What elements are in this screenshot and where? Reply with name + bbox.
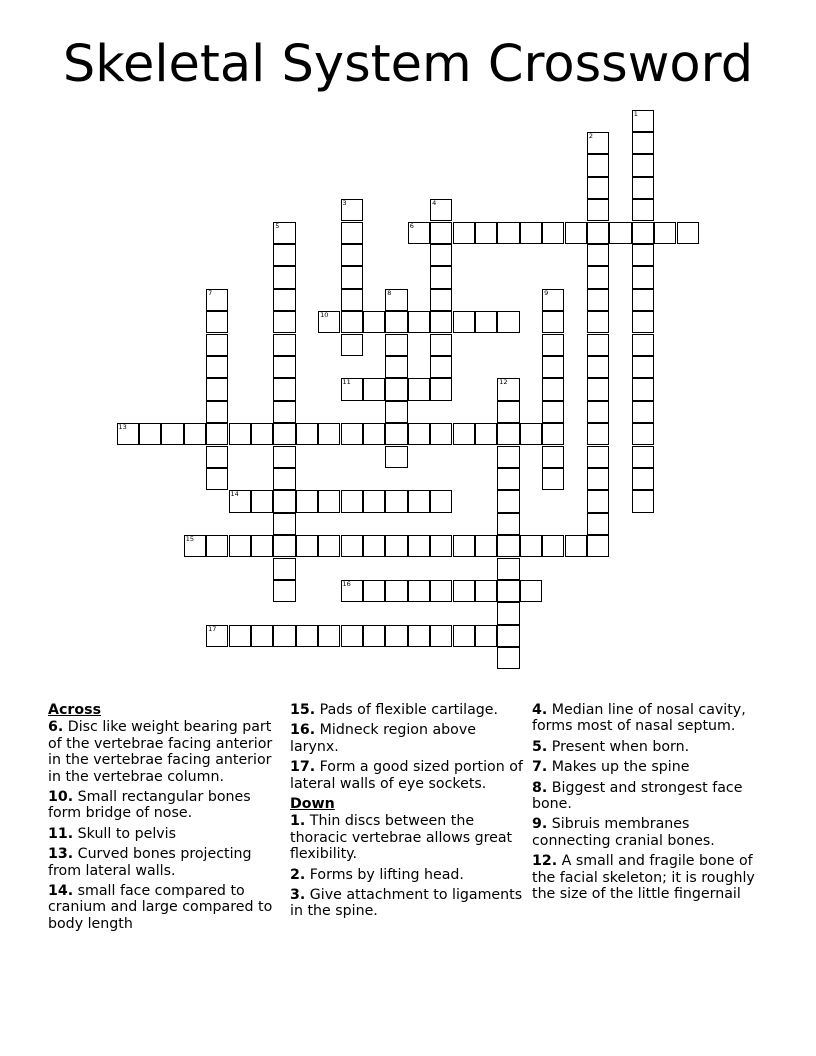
grid-cell[interactable] [273,446,295,468]
grid-cell[interactable] [587,378,609,400]
grid-cell[interactable] [430,334,452,356]
grid-cell[interactable] [251,625,273,647]
grid-cell[interactable] [542,468,564,490]
grid-cell[interactable] [497,401,519,423]
grid-cell[interactable] [475,580,497,602]
grid-cell[interactable] [385,311,407,333]
clue-across-11 [48,826,280,842]
grid-cell[interactable] [632,199,654,221]
grid-cell[interactable] [632,266,654,288]
clue-number: 11. [48,825,74,842]
grid-cell[interactable] [273,580,295,602]
grid-cell[interactable] [385,423,407,445]
grid-cell[interactable] [497,490,519,512]
down-heading: Down [290,796,335,813]
grid-cell[interactable] [385,289,407,311]
grid-cell[interactable] [430,423,452,445]
grid-cell[interactable] [184,535,206,557]
grid-cell[interactable] [497,446,519,468]
cell-number: 11 [342,378,351,387]
clue-number: 1. [290,813,306,830]
grid-cell[interactable] [341,625,363,647]
cell-number: 14 [230,490,239,499]
grid-cell[interactable] [587,468,609,490]
grid-cell[interactable] [385,378,407,400]
grid-cell[interactable] [341,580,363,602]
grid-cell[interactable] [318,490,340,512]
grid-cell[interactable] [497,602,519,624]
grid-cell[interactable] [632,423,654,445]
grid-cell[interactable] [520,535,542,557]
grid-cell[interactable] [497,625,519,647]
grid-cell[interactable] [542,289,564,311]
grid-cell[interactable] [273,423,295,445]
cell-number: 17 [208,624,217,633]
grid-cell[interactable] [542,446,564,468]
grid-cell[interactable] [273,513,295,535]
grid-cell[interactable] [273,289,295,311]
grid-cell[interactable] [273,490,295,512]
cell-number: 16 [342,579,351,588]
grid-cell[interactable] [587,446,609,468]
clue-down-9 [532,816,772,849]
grid-cell[interactable] [206,378,228,400]
clue-text: Forms by lifting head. [309,866,464,883]
grid-cell[interactable] [497,222,519,244]
grid-cell[interactable] [587,535,609,557]
grid-cell[interactable] [251,535,273,557]
grid-cell[interactable] [385,535,407,557]
grid-cell[interactable] [475,535,497,557]
grid-cell[interactable] [341,490,363,512]
grid-cell[interactable] [453,535,475,557]
grid-cell[interactable] [453,222,475,244]
grid-cell[interactable] [408,378,430,400]
clue-across-13 [48,846,280,879]
grid-cell[interactable] [587,222,609,244]
grid-cell[interactable] [632,446,654,468]
grid-cell[interactable] [341,311,363,333]
clue-text: Midneck region above larynx. [290,722,476,755]
grid-cell[interactable] [273,311,295,333]
grid-cell[interactable] [632,490,654,512]
grid-cell[interactable] [587,177,609,199]
grid-cell[interactable] [430,580,452,602]
grid-cell[interactable] [654,222,676,244]
clue-number: 9. [532,816,548,833]
grid-cell[interactable] [363,311,385,333]
grid-cell[interactable] [206,311,228,333]
grid-cell[interactable] [609,222,631,244]
grid-cell[interactable] [453,625,475,647]
grid-cell[interactable] [430,356,452,378]
clue-text: Give attachment to ligaments in the spine. [290,887,523,920]
grid-cell[interactable] [273,266,295,288]
clue-down-7 [532,759,772,775]
grid-cell[interactable] [363,535,385,557]
grid-cell[interactable] [408,311,430,333]
grid-cell[interactable] [273,625,295,647]
page-title: Skeletal System Crossword [62,35,754,94]
grid-cell[interactable] [161,423,183,445]
grid-cell[interactable] [408,222,430,244]
clues-column-2 [290,702,526,924]
clue-text: Thin discs between the thoracic vertebrae allows great flexibility. [290,813,513,863]
grid-cell[interactable] [273,378,295,400]
grid-cell[interactable] [565,535,587,557]
grid-cell[interactable] [206,625,228,647]
clues-column-3 [532,702,772,906]
clue-down-8 [532,780,772,813]
clues-column-1 [48,702,280,936]
clue-down-4 [532,702,772,735]
clue-down-12 [532,853,772,902]
grid-cell[interactable] [385,490,407,512]
grid-cell[interactable] [341,289,363,311]
cell-number: 12 [499,378,508,387]
grid-cell[interactable] [632,244,654,266]
clue-text: small face compared to cranium and large compared to body length [48,883,273,932]
clue-text: A small and fragile bone of the facial skeleton; it is roughly the size of the little fingernail [532,853,755,903]
grid-cell[interactable] [430,625,452,647]
grid-cell[interactable] [229,535,251,557]
clue-text: Pads of flexible cartilage. [319,702,499,718]
clue-text: Sibruis membranes connecting cranial bones. [532,816,715,849]
grid-cell[interactable] [206,446,228,468]
cell-number: 5 [275,221,280,230]
grid-cell[interactable] [273,244,295,266]
clue-down-3 [290,887,526,920]
grid-cell[interactable] [251,423,273,445]
clue-across-17 [290,759,526,792]
grid-cell[interactable] [587,244,609,266]
clue-number: 17. [290,759,316,776]
grid-cell[interactable] [587,334,609,356]
grid-cell[interactable] [497,513,519,535]
grid-cell[interactable] [363,625,385,647]
grid-cell[interactable] [296,423,318,445]
grid-cell[interactable] [385,625,407,647]
grid-cell[interactable] [341,199,363,221]
grid-cell[interactable] [341,378,363,400]
grid-cell[interactable] [385,334,407,356]
grid-cell[interactable] [206,334,228,356]
grid-cell[interactable] [497,535,519,557]
grid-cell[interactable] [587,132,609,154]
grid-cell[interactable] [273,468,295,490]
grid-cell[interactable] [475,423,497,445]
grid-cell[interactable] [385,401,407,423]
grid-cell[interactable] [520,222,542,244]
grid-cell[interactable] [341,535,363,557]
grid-cell[interactable] [184,423,206,445]
grid-cell[interactable] [385,356,407,378]
grid-cell[interactable] [632,132,654,154]
clue-number: 4. [532,702,548,718]
grid-cell[interactable] [363,580,385,602]
grid-cell[interactable] [542,535,564,557]
grid-cell[interactable] [542,423,564,445]
clue-text: Median line of nosal cavity, forms most of nasal septum. [532,702,746,735]
grid-cell[interactable] [408,535,430,557]
cell-number: 6 [409,221,414,230]
grid-cell[interactable] [453,423,475,445]
clue-text: Makes up the spine [551,759,690,776]
clue-text: Form a good sized portion of lateral walls of eye sockets. [290,759,523,792]
grid-cell[interactable] [206,535,228,557]
grid-cell[interactable] [587,401,609,423]
grid-cell[interactable] [273,356,295,378]
grid-cell[interactable] [453,311,475,333]
cell-number: 10 [320,311,329,320]
grid-cell[interactable] [587,199,609,221]
grid-cell[interactable] [408,490,430,512]
grid-cell[interactable] [430,378,452,400]
grid-cell[interactable] [677,222,699,244]
clue-number: 8. [532,779,548,796]
clue-across-6 [48,719,280,785]
clue-text: Biggest and strongest face bone. [532,779,743,813]
clue-across-10 [48,789,280,822]
grid-cell[interactable] [206,401,228,423]
clue-number: 7. [532,759,548,776]
grid-cell[interactable] [273,535,295,557]
clue-across-16 [290,722,526,755]
grid-cell[interactable] [542,222,564,244]
grid-cell[interactable] [520,580,542,602]
grid-cell[interactable] [430,289,452,311]
grid-cell[interactable] [542,378,564,400]
grid-cell[interactable] [520,423,542,445]
grid-cell[interactable] [430,199,452,221]
clue-number: 12. [532,853,558,870]
clue-text: Small rectangular bones form bridge of nose. [48,789,251,822]
clue-number: 15. [290,702,316,718]
grid-cell[interactable] [341,222,363,244]
grid-cell[interactable] [296,490,318,512]
grid-cell[interactable] [632,311,654,333]
grid-cell[interactable] [206,289,228,311]
grid-cell[interactable] [318,535,340,557]
grid-cell[interactable] [632,222,654,244]
clue-across-14 [48,883,280,932]
grid-cell[interactable] [587,423,609,445]
grid-cell[interactable] [542,334,564,356]
cell-number: 7 [208,288,213,297]
grid-cell[interactable] [318,625,340,647]
grid-cell[interactable] [497,468,519,490]
grid-cell[interactable] [229,490,251,512]
grid-cell[interactable] [117,423,139,445]
grid-cell[interactable] [475,311,497,333]
clue-number: 6. [48,719,64,736]
grid-cell[interactable] [587,154,609,176]
grid-cell[interactable] [587,289,609,311]
clue-number: 3. [290,887,306,904]
grid-cell[interactable] [341,244,363,266]
grid-cell[interactable] [273,334,295,356]
clue-number: 5. [532,738,548,755]
grid-cell[interactable] [632,154,654,176]
grid-cell[interactable] [632,334,654,356]
grid-cell[interactable] [497,580,519,602]
clue-down-5 [532,739,772,755]
grid-cell[interactable] [497,378,519,400]
grid-cell[interactable] [542,356,564,378]
cell-number: 13 [118,423,127,432]
clue-across-15 [290,702,526,718]
grid-cell[interactable] [229,625,251,647]
grid-cell[interactable] [318,423,340,445]
grid-cell[interactable] [251,490,273,512]
grid-cell[interactable] [318,311,340,333]
grid-cell[interactable] [341,334,363,356]
clue-number: 13. [48,846,74,863]
grid-cell[interactable] [229,423,251,445]
clue-number: 16. [290,722,316,739]
grid-cell[interactable] [542,311,564,333]
grid-cell[interactable] [139,423,161,445]
grid-cell[interactable] [587,490,609,512]
grid-cell[interactable] [430,490,452,512]
grid-cell[interactable] [475,625,497,647]
cell-number: 15 [185,535,194,544]
grid-cell[interactable] [273,222,295,244]
grid-cell[interactable] [273,401,295,423]
grid-cell[interactable] [206,356,228,378]
grid-cell[interactable] [296,535,318,557]
clue-text: Disc like weight bearing part of the vertebrae facing anterior in the vertebrae facing anterior in the vertebrae column. [48,719,273,785]
grid-cell[interactable] [497,423,519,445]
grid-cell[interactable] [408,580,430,602]
grid-cell[interactable] [632,401,654,423]
grid-cell[interactable] [273,558,295,580]
grid-cell[interactable] [542,401,564,423]
grid-cell[interactable] [632,289,654,311]
grid-cell[interactable] [497,558,519,580]
grid-cell[interactable] [296,625,318,647]
grid-cell[interactable] [206,423,228,445]
clue-number: 10. [48,789,74,806]
cell-number: 9 [544,288,549,297]
clue-down-2 [290,867,526,883]
grid-cell[interactable] [363,423,385,445]
grid-cell[interactable] [497,647,519,669]
grid-cell[interactable] [341,423,363,445]
grid-cell[interactable] [430,311,452,333]
grid-cell[interactable] [587,266,609,288]
grid-cell[interactable] [587,311,609,333]
grid-cell[interactable] [430,244,452,266]
grid-cell[interactable] [475,222,497,244]
clue-down-1 [290,813,526,862]
grid-cell[interactable] [363,378,385,400]
clue-number: 14. [48,883,74,900]
grid-cell[interactable] [430,535,452,557]
cell-number: 4 [432,199,437,208]
grid-cell[interactable] [430,266,452,288]
grid-cell[interactable] [385,446,407,468]
grid-cell[interactable] [632,110,654,132]
grid-cell[interactable] [363,490,385,512]
grid-cell[interactable] [430,222,452,244]
grid-cell[interactable] [632,177,654,199]
clue-text: Curved bones projecting from lateral walls. [48,846,252,879]
grid-cell[interactable] [385,580,407,602]
grid-cell[interactable] [632,378,654,400]
grid-cell[interactable] [206,468,228,490]
clue-number: 2. [290,866,306,883]
cell-number: 8 [387,288,392,297]
grid-cell[interactable] [587,356,609,378]
grid-cell[interactable] [632,468,654,490]
clue-text: Present when born. [551,738,690,755]
grid-cell[interactable] [453,580,475,602]
cell-number: 2 [588,131,594,140]
cell-number: 1 [633,109,638,118]
cell-number: 3 [342,199,347,208]
grid-cell[interactable] [341,266,363,288]
clue-text: Skull to pelvis [77,825,176,842]
grid-cell[interactable] [565,222,587,244]
across-heading: Across [48,702,102,718]
grid-cell[interactable] [497,311,519,333]
grid-cell[interactable] [408,625,430,647]
grid-cell[interactable] [408,423,430,445]
grid-cell[interactable] [632,356,654,378]
grid-cell[interactable] [587,513,609,535]
